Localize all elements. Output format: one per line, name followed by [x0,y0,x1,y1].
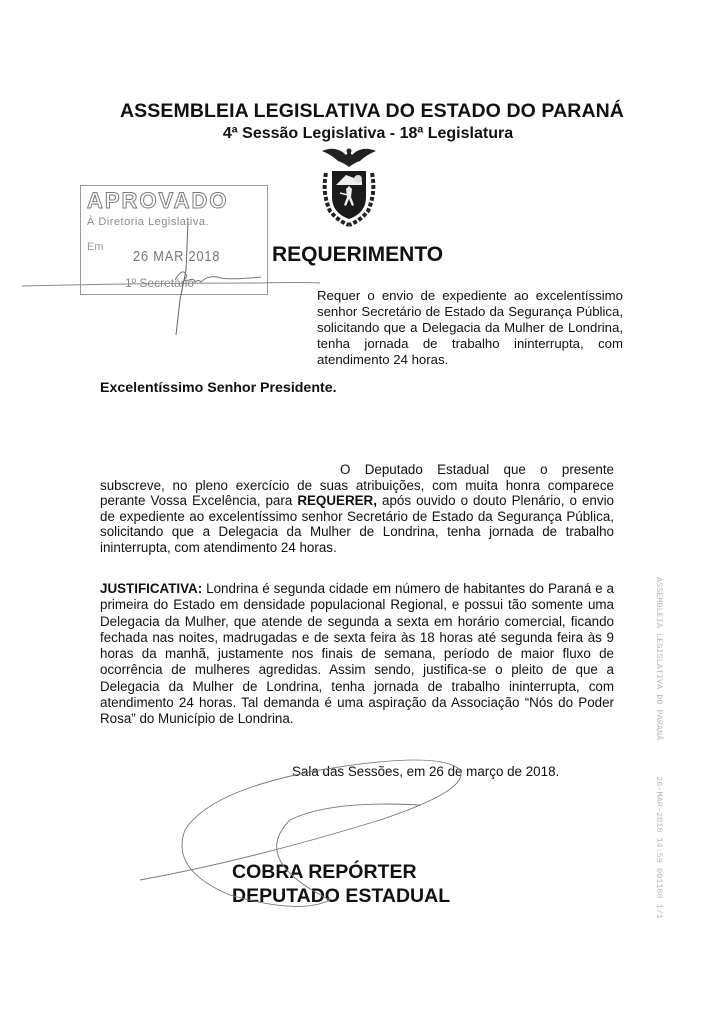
session-heading [0,125,724,143]
institution-heading [0,100,724,123]
stamp-title: APROVADO [87,188,229,213]
request-paragraph [100,462,614,556]
institution-text: ASSEMBLEIA LEGISLATIVA DO ESTADO DO PARANÁ [120,100,624,122]
request-text-2: após ouvido o douto Plenário, o envio de expediente ao excelentíssimo senhor Secretário de Estado da Segurança Pública, solicitando que a Delegacia da Mulher de Londrina, tenha jornada de trabalho ininterrupta, com atendimento 24 horas. [100,493,614,555]
stamp-em-label: Em [87,241,104,253]
document-type-title: REQUERIMENTO [272,243,444,266]
justification-label: JUSTIFICATIVA: [100,581,203,596]
stamp-subtitle: À Diretoria Legislativa. [87,216,210,228]
place-date: Sala das Sessões, em 26 de março de 2018. [292,764,560,779]
approval-stamp [80,185,268,295]
session-text: 4ª Sessão Legislativa - 18ª Legislatura [222,125,514,142]
stamp-role: 1º Secretário [125,276,195,290]
signature-block [232,860,462,908]
stamp-date: 26 MAR 2018 [133,248,221,265]
signer-title: DEPUTADO ESTADUAL [232,885,451,907]
signer-name: COBRA REPÓRTER [232,861,417,883]
justification-text: Londrina é segunda cidade em número de habitantes do Paraná e a primeira do Estado em densidade populacional Regional, e possui tão somente uma Delegacia da Mulher, que atende de segunda a sexta em horário comercial, ficando fechada nas noites, madrugadas e de sexta feira às 18 horas até segunda feira às 9 horas da manhã, justamente nos finais de semana, período de maior fluxo de ocorrência de mulheres agredidas. Assim sendo, justifica-se o pleito de que a Delegacia da Mulher de Londrina, tenha jornada de trabalho ininterrupta, com atendimento 24 horas. Tal demanda é uma aspiração da Associação “Nós do Poder Rosa” do Município de Londrina. [100,581,614,727]
request-keyword: REQUERER, [297,493,377,509]
document-summary: Requer o envio de expediente ao excelentíssimo senhor Secretário de Estado da Segurança Pública, solicitando que a Delegacia da Mulher de Londrina, tenha jornada de trabalho ininterrupta, com atendimento 24 horas. [317,288,623,367]
parana-coat-of-arms-icon [318,145,380,227]
justification-paragraph [100,581,614,728]
protocol-stamp-line2: 26-MAR-2018 14:59 001168 1/1 [654,776,664,920]
protocol-stamp [648,577,668,920]
request-text-1: O Deputado Estadual que o presente subscreve, no pleno exercício de suas atribuições, com muita honra comparece perante Vossa Excelência, para [100,462,614,509]
protocol-stamp-line1: ASSEMBLEIA LEGISLATIVA DO PARANÁ [654,577,664,741]
salutation: Excelentíssimo Senhor Presidente. [100,380,337,396]
